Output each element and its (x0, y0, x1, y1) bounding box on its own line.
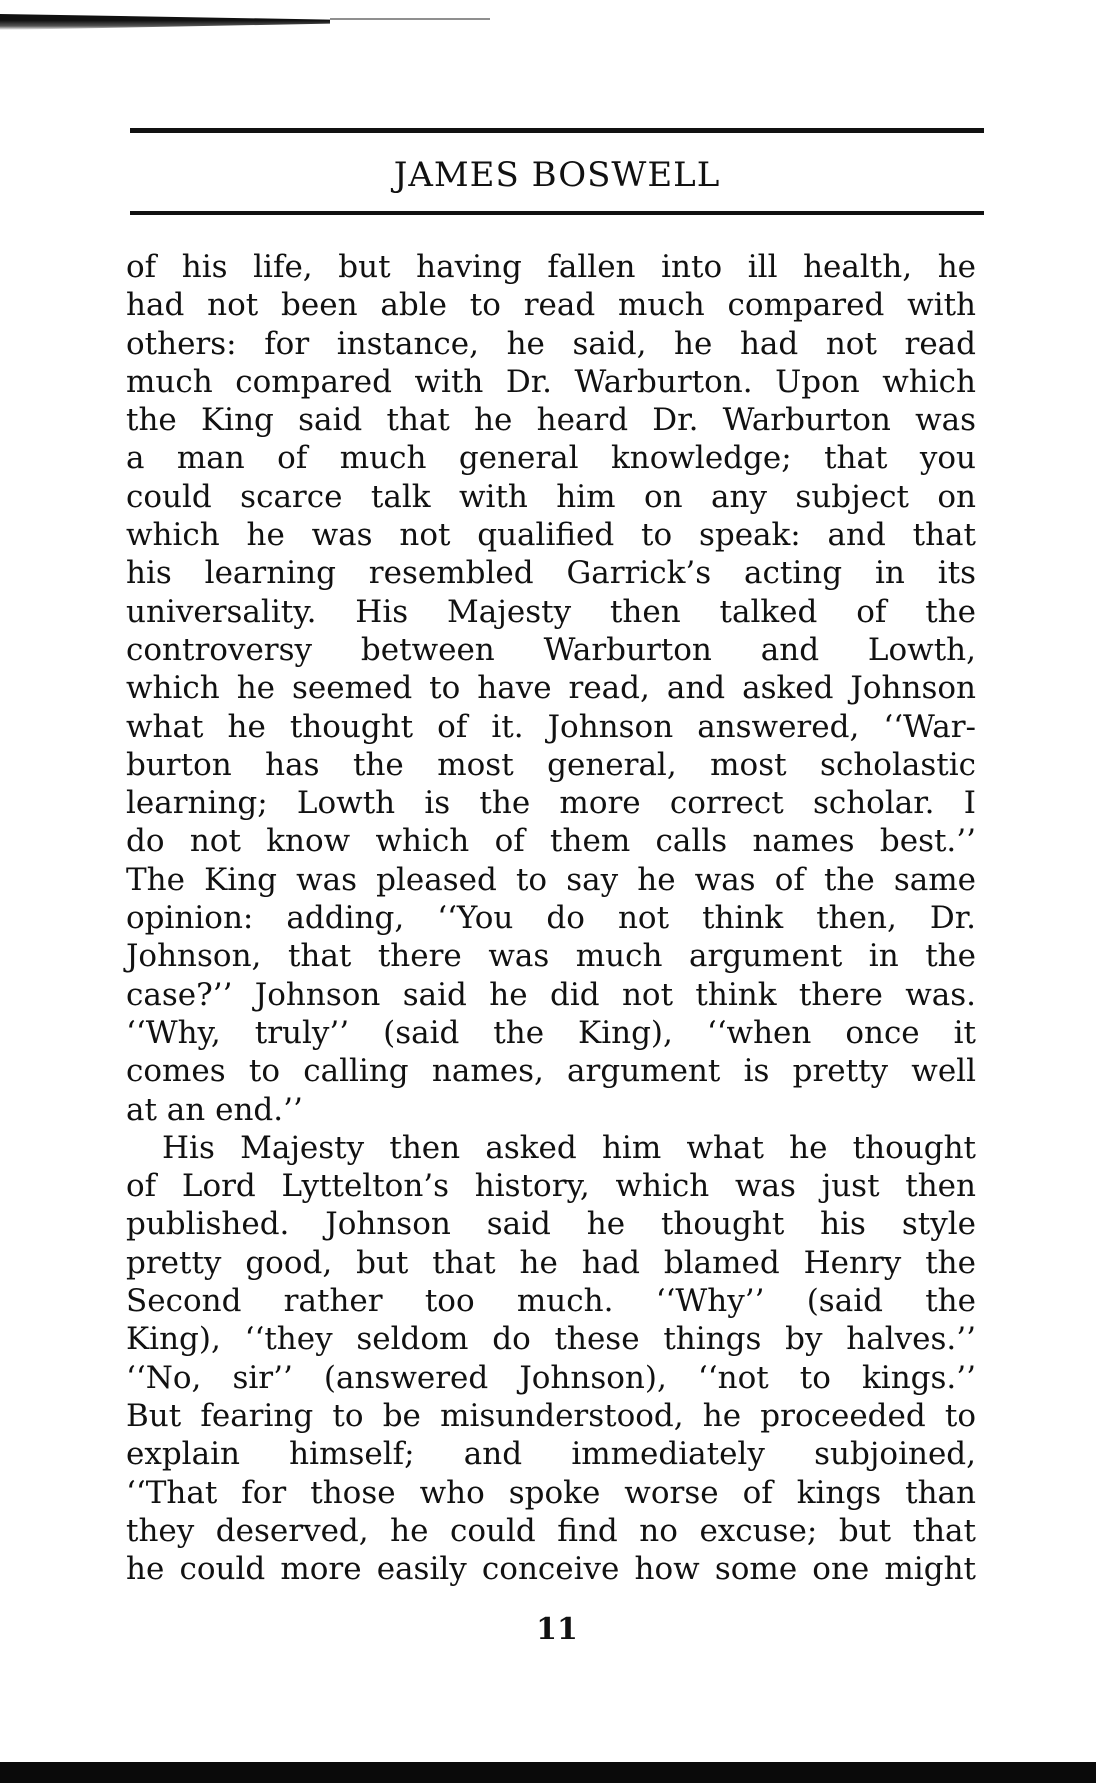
text-line: published. Johnson said he thought his style (126, 1206, 976, 1243)
text-line: burton has the most general, most scholastic (126, 746, 976, 783)
text-line: he could more easily conceive how some one might (126, 1551, 976, 1588)
text-line: ‘‘No, sir’’ (answered Johnson), ‘‘not to kings.’’ (126, 1359, 976, 1396)
text-line: of Lord Lyttelton’s history, which was just then (126, 1168, 976, 1205)
text-line: they deserved, he could find no excuse; but that (126, 1512, 976, 1549)
text-line: comes to calling names, argument is pretty well (126, 1053, 976, 1090)
text-line: which he was not qualified to speak: and that (126, 517, 976, 554)
text-line: Johnson, that there was much argument in the (126, 938, 976, 975)
text-line: do not know which of them calls names best.’’ (126, 823, 976, 860)
paragraph-end-line: at an end.’’ (126, 1091, 303, 1128)
text-line: a man of much general knowledge; that you (126, 440, 976, 477)
text-line: But fearing to be misunderstood, he proceeded to (126, 1397, 976, 1434)
text-line: others: for instance, he said, he had not read (126, 325, 976, 362)
text-line: the King said that he heard Dr. Warburton was (126, 402, 976, 439)
text-line: what he thought of it. Johnson answered, ‘‘War- (126, 708, 976, 745)
text-line: his learning resembled Garrick’s acting in its (126, 555, 976, 592)
text-line: opinion: adding, ‘‘You do not think then, Dr. (126, 900, 976, 937)
page-edge-shadow-top (0, 14, 330, 30)
text-line: ‘‘Why, truly’’ (said the King), ‘‘when once it (126, 1014, 976, 1051)
text-line: ‘‘That for those who spoke worse of kings than (126, 1474, 976, 1511)
page-number: 11 (536, 1612, 578, 1647)
page-edge-line-top (330, 18, 490, 20)
text-line: of his life, but having fallen into ill health, he (126, 249, 976, 285)
text-line: much compared with Dr. Warburton. Upon which (126, 363, 976, 400)
text-line: had not been able to read much compared with (126, 287, 976, 324)
text-line: which he seemed to have read, and asked Johnson (126, 670, 976, 707)
text-line: controversy between Warburton and Lowth, (126, 631, 976, 668)
header-top-rule (130, 128, 984, 133)
text-line: explain himself; and immediately subjoined, (126, 1436, 976, 1473)
text-line: pretty good, but that he had blamed Henry the (126, 1244, 976, 1281)
text-line: learning; Lowth is the more correct scholar. I (126, 785, 976, 822)
page-edge-shadow-bottom (0, 1762, 1096, 1783)
paragraph-start-line: His Majesty then asked him what he thought (162, 1129, 976, 1166)
running-head: JAMES BOSWELL (393, 155, 721, 195)
text-line: universality. His Majesty then talked of the (126, 593, 976, 630)
body-text (126, 248, 976, 1588)
text-line: King), ‘‘they seldom do these things by halves.’’ (126, 1321, 976, 1358)
text-line: The King was pleased to say he was of the same (126, 861, 976, 898)
text-line: Second rather too much. ‘‘Why’’ (said the (126, 1283, 976, 1320)
text-line: could scarce talk with him on any subject on (126, 478, 976, 515)
text-line: case?’’ Johnson said he did not think there was. (126, 976, 976, 1013)
header-bottom-rule (130, 211, 984, 215)
